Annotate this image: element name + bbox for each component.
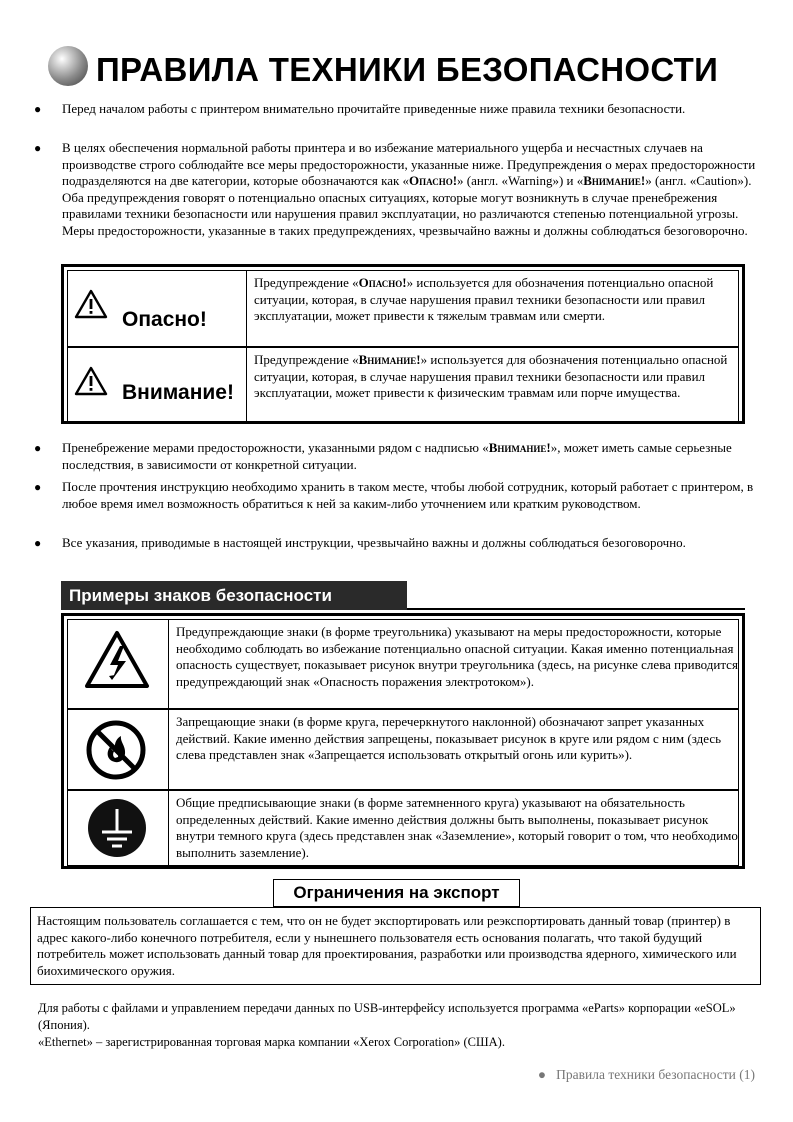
export-title: Ограничения на экспорт — [273, 879, 520, 907]
page-footer — [538, 1067, 755, 1084]
bullet-text: Пренебрежение мерами предосторожности, указанными рядом с надписью «Внимание!», может иметь самые серьезные последствия, в зависимости от конкретной ситуации. — [62, 440, 732, 472]
warning-description: Предупреждение «Внимание!» используется для обозначения потенциально опасной ситуации, которая, в случае нарушения правил техники безопасности или правил эксплуатации, может привести к физическим травмам или порче имущества. — [254, 352, 728, 400]
warning-triangle-icon — [74, 366, 108, 396]
warning-levels-table — [61, 264, 745, 424]
no-open-flame-icon — [84, 718, 148, 782]
warning-description: Предупреждение «Опасно!» используется для обозначения потенциально опасной ситуации, которая, в случае нарушения правил техники безопасности или правил эксплуатации, может привести к тяжелым травмам или смерти. — [254, 275, 714, 323]
bullet-text: Все указания, приводимые в настоящей инструкции, чрезвычайно важны и должны соблюдаться безоговорочно. — [62, 535, 686, 550]
page-title: ПРАВИЛА ТЕХНИКИ БЕЗОПАСНОСТИ — [96, 51, 719, 88]
caution-label: Внимание! — [122, 381, 234, 404]
table-row — [67, 270, 739, 347]
danger-label: Опасно! — [122, 308, 207, 331]
bullet-dot-icon: ● — [34, 480, 42, 494]
title-row — [46, 42, 766, 102]
export-text: Настоящим пользователь соглашается с тем, что он не будет экспортировать или реэкспортировать данный товар (принтер) в адрес какого-либо конечного потребителя, если у нынешнего пользователя есть основания полагать, что такой будущий потребитель может использовать данный товар для проектирования, разработки или производства ядерного, химического или биохимического оружия. — [30, 907, 761, 985]
bullet-text: Перед началом работы с принтером внимательно прочитайте приведенные ниже правила техники безопасности. — [62, 101, 686, 116]
electric-shock-warning-icon — [84, 630, 150, 690]
sign-icon-cell — [68, 710, 169, 789]
bullet-dot-icon: ● — [34, 441, 42, 455]
section-header: Примеры знаков безопасности — [61, 581, 407, 610]
grounding-icon — [86, 797, 148, 859]
bullet-text: После прочтения инструкцию необходимо хранить в таком месте, чтобы любой сотрудник, который работает с принтером, в любое время имел возможность обратиться к ней за каким-либо уточнением или кратким руководством. — [62, 479, 754, 511]
footnotes — [38, 1000, 768, 1051]
footer-bullet-icon: ● — [537, 1067, 546, 1082]
sign-description: Запрещающие знаки (в форме круга, перечеркнутого наклонной) обозначают запрет указанных действий. Какие именно действия запрещены, показывает рисунок в круге или рядом с ним (здесь слева представлен знак «Запрещается использовать открытый огонь или курить»). — [176, 714, 722, 762]
table-row — [67, 619, 739, 709]
bullet-dot-icon: ● — [34, 141, 42, 155]
warning-label-cell — [68, 271, 247, 346]
bullet-text: В целях обеспечения нормальной работы принтера и во избежание материального ущерба и несчастных случаев на производстве строго соблюдайте все меры предосторожности, указанные ниже. Предупреждения о мерах предосторожности подразделяются на две категории, которые обозначаются как «Опасно!» (англ. «Warning») и «Внимание!» (англ. «Caution»). Оба предупреждения говорят о потенциально опасных ситуациях, которые могут возникнуть в случае пренебрежения правилами техники безопасности или нарушения правил эксплуатации, но различаются степенью потенциальной угрозы. Меры предосторожности, указанные в таких предупреждениях, чрезвычайно важны и должны соблюдаться безоговорочно. — [62, 140, 756, 238]
table-row — [67, 790, 739, 866]
footnote-usb: Для работы с файлами и управлением передачи данных по USB-интерфейсу используется программа «eParts» корпорации «eSOL» (Япония). — [38, 1001, 736, 1032]
sphere-bullet-icon — [48, 46, 88, 86]
section-divider — [407, 608, 745, 610]
sign-icon-cell — [68, 791, 169, 865]
footer-text: Правила техники безопасности (1) — [556, 1067, 755, 1082]
warning-label-cell — [68, 348, 247, 421]
warning-triangle-icon — [74, 289, 108, 319]
footnote-ethernet: «Ethernet» – зарегистрированная торговая марка компании «Xerox Corporation» (США). — [38, 1035, 505, 1049]
bullet-dot-icon: ● — [34, 536, 42, 550]
sign-icon-cell — [68, 620, 169, 708]
table-row — [67, 709, 739, 790]
bullet-dot-icon: ● — [34, 102, 42, 116]
table-row — [67, 347, 739, 422]
sign-description: Общие предписывающие знаки (в форме затемненного круга) указывают на обязательность определенных действий. Какие именно действия должны быть выполнены, показывает рисунок внутри темного круга (здесь представлен знак «Заземление», который говорит о том, что необходимо выполнить заземление). — [176, 795, 738, 860]
sign-description: Предупреждающие знаки (в форме треугольника) указывают на меры предосторожности, которые необходимо соблюдать во избежание потенциально опасной ситуации. Какая именно потенциальная опасность существует, показывает рисунок внутри треугольника (здесь, на рисунке слева приводится предупреждающий знак «Опасность поражения электротоком»). — [176, 624, 738, 689]
safety-signs-table — [61, 613, 745, 869]
